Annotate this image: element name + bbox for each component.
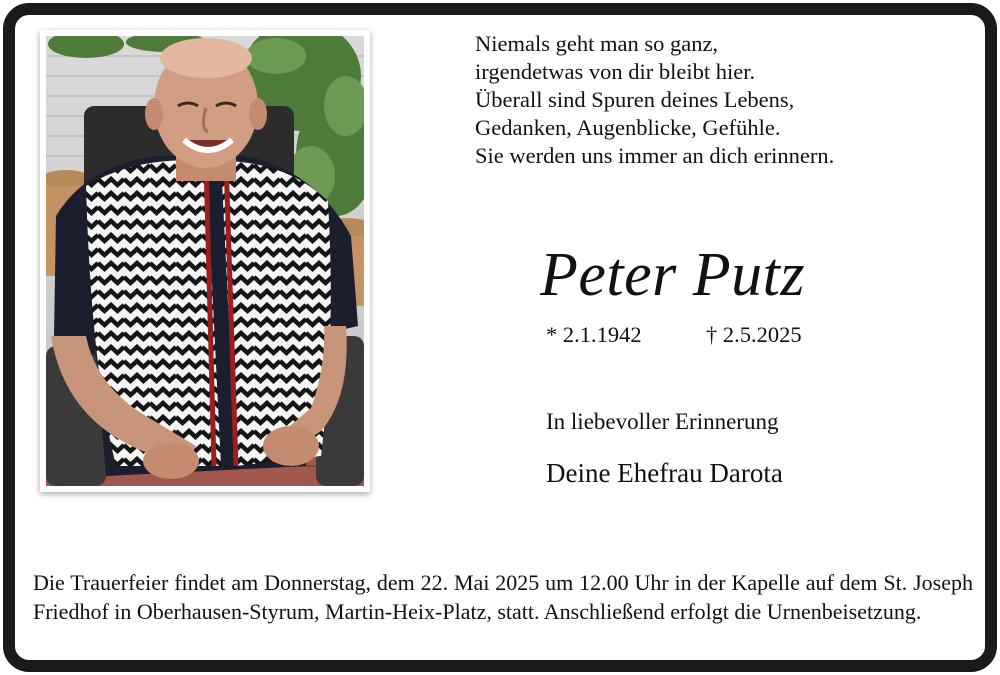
- life-dates: [546, 322, 802, 348]
- dedication-text: In liebevoller Erinnerung: [546, 409, 779, 434]
- deceased-name: Peter Putz: [540, 241, 805, 309]
- funeral-notice: Die Trauerfeier findet am Donnerstag, dem 22. Mai 2025 um 12.00 Uhr in der Kapelle auf dem St. Joseph Friedhof in Oberhausen-Styrum, Martin-Heix-Platz, statt. Anschließend erfolgt die Urnenbeisetzung.: [33, 570, 973, 624]
- poem-line: Überall sind Spuren deines Lebens,: [475, 87, 795, 112]
- death-date: † 2.5.2025: [706, 322, 802, 347]
- poem-line: Sie werden uns immer an dich erinnern.: [475, 143, 835, 168]
- birth-date: * 2.1.1942: [546, 322, 642, 347]
- memorial-poem: [475, 30, 834, 170]
- poem-line: Gedanken, Augenblicke, Gefühle.: [475, 115, 781, 140]
- signature-text: Deine Ehefrau Darota: [546, 458, 783, 488]
- portrait-photo: [40, 30, 370, 492]
- portrait-illustration: [46, 36, 364, 486]
- poem-line: irgendetwas von dir bleibt hier.: [475, 59, 756, 84]
- poem-line: Niemals geht man so ganz,: [475, 31, 719, 56]
